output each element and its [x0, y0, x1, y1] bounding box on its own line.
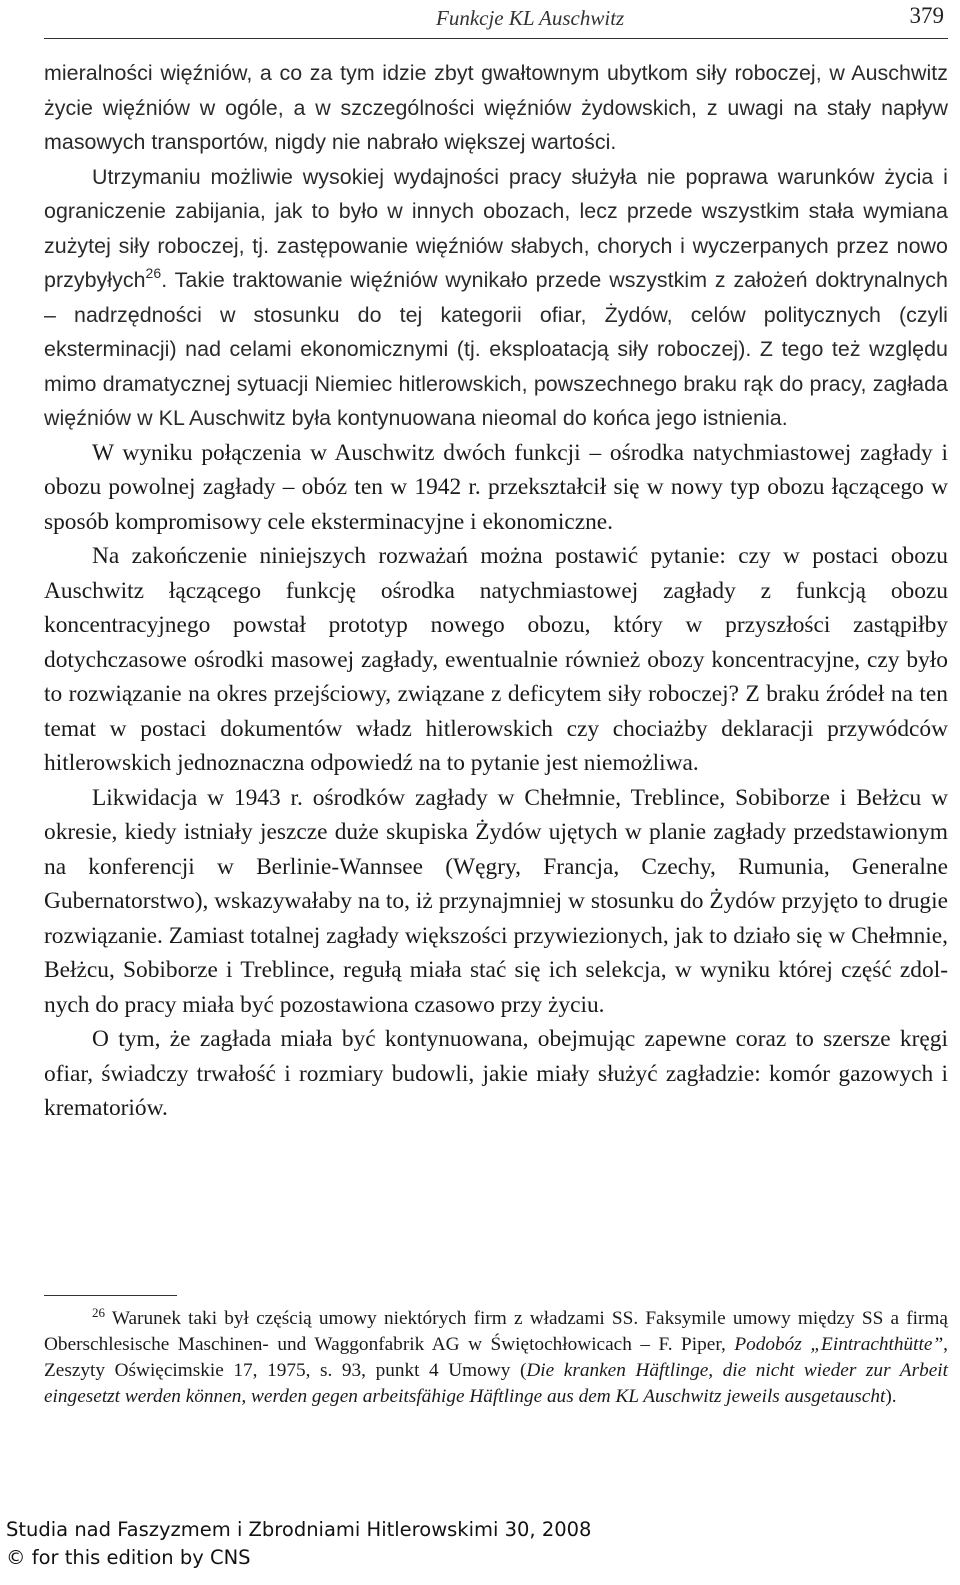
footnote-reference-26[interactable]: 26	[145, 265, 162, 281]
footnote-separator	[44, 1295, 177, 1296]
paragraph-3: W wyniku połączenia w Auschwitz dwóch funkcji – ośrodka natychmiastowej zagłady i obozu powolnej zagłady – obóz ten w 1942 r. przekształcił się w nowy typ obozu łączącego w sposób kompromisowy cele eksterminacyjne i ekonomiczne.	[44, 439, 948, 535]
paragraph-1: mieralności więźniów, a co za tym idzie zbyt gwałtownym ubytkom siły roboczej, w Auschwitz życie więźniów w ogóle, a w szczególności więźniów żydowskich, z uwagi na stały napływ masowych transportów, nigdy nie nabrało większej wartości.	[44, 61, 948, 154]
running-title: Funkcje KL Auschwitz	[436, 6, 625, 30]
footnote-text-c: ).	[885, 1386, 897, 1407]
page-number: 379	[909, 3, 944, 28]
paragraph-6: O tym, że zagłada miała być kontynuowana, obejmując zapewne coraz to szersze kręgi ofiar, świadczy trwałość i rozmiary budowli, jakie miały służyć zagładzie: komór gazowych i krematoriów.	[44, 1026, 948, 1121]
paragraph-2-part-b: . Takie traktowanie więźniów wynikało przede wszystkim z założeń doktrynalnych – nadrzędności w stosunku do tej kategorii ofiar, Żydów, celów politycznych (czyli eksterminacji) nad celami ekonomicznymi (tj. eksploatacją siły roboczej). Z tego też względu mimo dramatycznej sytuacji Niemiec hitlerowskich, powszechnego braku rąk do pracy, zagłada więźniów w KL Auschwitz była kontynuowana nieomal do końca jego istnienia.	[44, 268, 948, 430]
footnote-german-quote: Die kranken Häftlinge, die nicht wieder zur Arbeit eingesetzt werden können, werden gegen arbeitsfähige Häftlinge aus dem KL Auschwitz jeweils ausgetauscht	[44, 1360, 948, 1407]
page-footer	[6, 1516, 591, 1572]
body-text	[44, 56, 948, 1126]
paragraph-2	[44, 160, 948, 436]
footnote-cited-title: Podobóz „Eintrachthütte”	[734, 1334, 944, 1355]
footnote-text-b: , Zeszyty Oświęcimskie 17, 1975, s. 93, punkt 4 Umowy (	[44, 1334, 948, 1381]
footer-journal-line: Studia nad Faszyzmem i Zbrodniami Hitlerowskimi 30, 2008	[6, 1518, 592, 1541]
footnotes	[44, 1306, 948, 1410]
footnote-number: 26	[92, 1305, 105, 1320]
paragraph-2-part-a: Utrzymaniu możliwie wysokiej wydajności pracy służyła nie poprawa warunków życia i ograniczenie zabijania, jak to było w innych obozach, lecz przede wszystkim stała wymiana zużytej siły roboczej, tj. zastępowanie więźniów słabych, chorych i wyczerpanych przez nowo przybyłych	[44, 164, 948, 292]
paragraph-4: Na zakończenie niniejszych rozważań można postawić pytanie: czy w postaci obozu Auschwitz łączącego funkcję ośrodka natychmiastowej zagłady z funkcją obozu koncentracyjnego powstał prototyp nowego obozu, który w przyszłości zastąpiłby dotychczasowe ośrodki masowej zagłady, ewentualnie również obozy koncentracyjne, czy było to rozwiązanie na okres przejściowy, związane z deficytem siły roboczej? Z braku źródeł na ten temat w postaci dokumentów władz hitlerowskich czy chociażby deklaracji przywódców hitlerowskich jednoznaczna odpowiedź na to pytanie jest niemożliwa.	[44, 543, 948, 776]
footnote-text-a: Warunek taki był częścią umowy niektórych firm z władzami SS. Faksymile umowy między SS a firmą Oberschlesische Maschinen- und Waggonfabrik AG w Świętochłowicach – F. Piper,	[44, 1308, 948, 1355]
footnote-26	[44, 1306, 948, 1410]
paragraph-5: Likwidacja w 1943 r. ośrodków zagłady w Chełmnie, Treblince, Sobiborze i Bełżcu w okresie, kiedy istniały jeszcze duże skupiska Żydów ujętych w planie zagłady przedstawionym na konferencji w Berlinie-Wannsee (Węgry, Francja, Czechy, Rumunia, Generalne Gubernatorstwo), wskazywałaby na to, iż przynajmniej w stosunku do Żydów przyjęto to drugie rozwiązanie. Zamiast totalnej zagłady większości przywiezionych, jak to działo się w Chełmnie, Bełżcu, Sobiborze i Treblince, regułą miała stać się ich selekcja, w wyniku której część zdolnych do pracy miała być pozostawiona czasowo przy życiu.	[44, 784, 948, 1018]
running-header	[44, 0, 948, 39]
footer-copyright-line: © for this edition by CNS	[6, 1546, 251, 1569]
